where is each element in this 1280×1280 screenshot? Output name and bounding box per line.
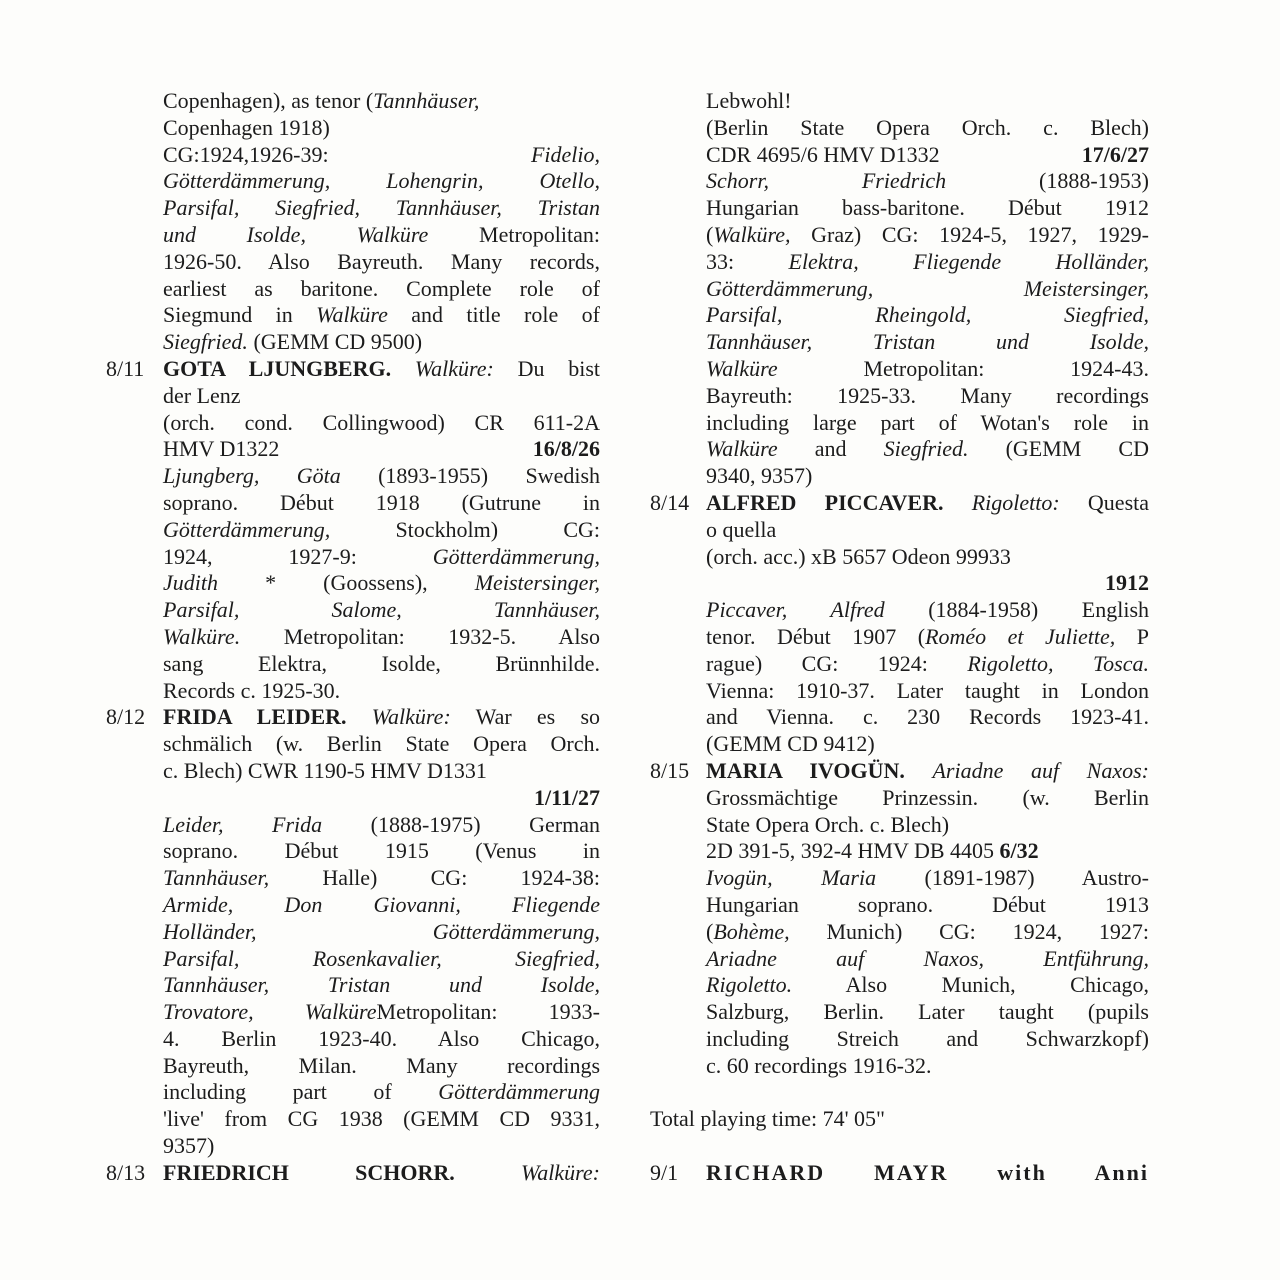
text-segment: Metropolitan: 1932-5. Also	[240, 623, 600, 649]
text-line	[0, 999, 640, 1026]
text-line	[640, 838, 1280, 865]
text-segment: (	[706, 221, 714, 247]
text-segment: Siegmund in	[163, 302, 317, 328]
text-segment: (orch. cond. Collingwood) CR 611-2A	[163, 409, 600, 435]
text-segment: and Vienna. c. 230 Records 1923-41.	[706, 704, 1149, 730]
text-line	[640, 383, 1280, 410]
line-text	[163, 329, 600, 356]
text-line	[640, 919, 1280, 946]
text-segment: Questa	[1059, 489, 1150, 515]
line-text	[706, 88, 1149, 115]
italic-text: Ivogün, Maria	[706, 865, 877, 891]
text-line	[640, 570, 1280, 597]
text-line	[640, 946, 1280, 973]
text-segment: Vienna: 1910-37. Later taught in London	[706, 677, 1149, 703]
text-line	[0, 570, 640, 597]
text-segment: 1924, 1927-9:	[163, 543, 433, 569]
italic-text: Rigoletto.	[706, 972, 793, 998]
italic-text: Walküre	[316, 302, 388, 328]
line-text	[163, 1053, 600, 1080]
italic-text: Tannhäuser, Tristan und Isolde,	[163, 972, 600, 998]
line-text	[163, 410, 600, 437]
text-segment: * (Goossens),	[218, 570, 475, 596]
text-segment: including part of	[163, 1079, 439, 1105]
text-segment: and	[777, 436, 884, 462]
line-text	[163, 463, 600, 490]
line-text	[163, 168, 600, 195]
italic-text: Walküre:	[371, 704, 451, 730]
line-text	[706, 812, 1149, 839]
text-segment: (	[706, 918, 714, 944]
line-text	[706, 1053, 1149, 1080]
line-text	[706, 731, 1149, 758]
line-text	[163, 570, 600, 597]
line-text	[163, 651, 600, 678]
italic-text: Götterdämmerung, Meistersinger,	[706, 275, 1149, 301]
line-text	[706, 999, 1149, 1026]
text-line	[0, 1079, 640, 1106]
text-segment: soprano. Début 1918 (Gutrune in	[163, 489, 600, 515]
text-line	[640, 597, 1280, 624]
line-text	[163, 865, 600, 892]
text-segment: tenor. Début 1907 (	[706, 623, 926, 649]
line-text	[163, 517, 600, 544]
text-line	[0, 972, 640, 999]
line-text	[163, 490, 600, 517]
italic-text: Walküre	[706, 355, 778, 381]
text-segment: 4. Berlin 1923-40. Also Chicago,	[163, 1025, 600, 1051]
text-line	[640, 624, 1280, 651]
text-segment: CDR 4695/6 HMV D1332	[706, 141, 940, 167]
line-text	[163, 115, 600, 142]
entry-heading-line	[0, 704, 640, 731]
text-segment: sang Elektra, Isolde, Brünnhilde.	[163, 650, 600, 676]
line-text	[163, 785, 600, 812]
italic-text: Ljungberg, Göta	[163, 463, 341, 489]
artist-name: MARIA IVOGÜN.	[706, 757, 905, 783]
text-line	[0, 142, 640, 169]
text-segment: 2D 391-5, 392-4 HMV DB 4405	[706, 838, 995, 864]
line-text	[163, 999, 600, 1026]
track-number: 8/11	[106, 355, 145, 381]
line-text	[706, 410, 1149, 437]
line-text	[706, 785, 1149, 812]
text-segment	[905, 758, 933, 783]
text-line	[640, 88, 1280, 115]
italic-text: Götterdämmerung	[438, 1079, 600, 1105]
text-segment: rague) CG: 1924:	[706, 650, 968, 676]
italic-text: Walküre	[706, 436, 778, 462]
artist-name: FRIDA LEIDER.	[163, 704, 347, 730]
italic-text: Rigoletto, Tosca.	[967, 650, 1149, 676]
text-line	[0, 731, 640, 758]
text-line	[0, 168, 640, 195]
text-line	[640, 731, 1280, 758]
text-segment: 1926-50. Also Bayreuth. Many records,	[163, 248, 600, 274]
text-line	[640, 436, 1280, 463]
italic-text: Walküre:	[414, 355, 494, 381]
text-line	[640, 1026, 1280, 1053]
italic-text: Parsifal, Rheingold, Siegfried,	[706, 302, 1149, 328]
recording-date: 16/8/26	[532, 436, 600, 462]
artist-name: ALFRED PICCAVER.	[706, 489, 944, 515]
text-segment: Munich) CG: 1924, 1927:	[789, 918, 1149, 944]
line-text	[163, 972, 600, 999]
line-text	[706, 195, 1149, 222]
artist-name: GOTA LJUNGBERG.	[163, 355, 392, 381]
text-segment: Du bist	[493, 355, 600, 381]
artist-name: RICHARD MAYR with Anni	[706, 1159, 1149, 1185]
line-text	[163, 812, 600, 839]
line-text	[163, 624, 600, 651]
line-text	[706, 1026, 1149, 1053]
text-line	[0, 651, 640, 678]
text-line	[0, 678, 640, 705]
text-segment: Lebwohl!	[706, 88, 792, 113]
text-segment: Salzburg, Berlin. Later taught (pupils	[706, 999, 1149, 1025]
text-line	[640, 249, 1280, 276]
line-text	[706, 624, 1149, 651]
text-segment: 33:	[706, 248, 789, 274]
text-line	[0, 88, 640, 115]
text-line	[0, 1106, 640, 1133]
italic-text: Piccaver, Alfred	[706, 597, 885, 623]
line-text	[163, 142, 600, 169]
entry-heading-line	[640, 490, 1280, 517]
track-number: 8/13	[106, 1159, 146, 1185]
text-segment: Bayreuth, Milan. Many recordings	[163, 1052, 600, 1078]
line-text	[706, 436, 1149, 463]
text-line	[0, 865, 640, 892]
text-line	[640, 865, 1280, 892]
text-line	[0, 222, 640, 249]
line-text	[706, 142, 1149, 169]
left-column	[0, 88, 640, 1187]
italic-text: Schorr, Friedrich	[706, 168, 947, 194]
text-line	[640, 302, 1280, 329]
italic-text: Ariadne auf Naxos:	[932, 757, 1149, 783]
line-text	[163, 1133, 600, 1160]
recording-date: 6/32	[994, 838, 1039, 864]
text-segment: Bayreuth: 1925-33. Many recordings	[706, 382, 1149, 408]
text-line	[0, 276, 640, 303]
artist-name: FRIEDRICH SCHORR.	[163, 1159, 455, 1185]
text-line	[640, 195, 1280, 222]
text-segment: 'live' from CG 1938 (GEMM CD 9331,	[163, 1106, 600, 1132]
text-line	[0, 490, 640, 517]
text-line	[640, 276, 1280, 303]
line-text	[163, 704, 600, 731]
text-segment: 9340, 9357)	[706, 463, 813, 489]
text-segment: (orch. acc.) xB 5657 Odeon 99933	[706, 543, 1011, 569]
text-line	[640, 222, 1280, 249]
text-segment: Grossmächtige Prinzessin. (w. Berlin	[706, 784, 1149, 810]
track-number: 8/12	[106, 704, 146, 730]
text-segment: Records c. 1925-30.	[163, 677, 341, 703]
line-text	[706, 892, 1149, 919]
line-text	[706, 276, 1149, 303]
text-segment: Metropolitan: 1924-43.	[777, 355, 1149, 381]
text-segment: (GEMM CD 9500)	[247, 329, 423, 355]
text-segment: (1891-1987) Austro-	[876, 865, 1150, 891]
line-text	[706, 865, 1149, 892]
spacer	[640, 1133, 1280, 1160]
text-line	[0, 624, 640, 651]
text-segment: Copenhagen 1918)	[163, 114, 330, 140]
text-segment: Hungarian bass-baritone. Début 1912	[706, 195, 1149, 221]
text-line	[0, 838, 640, 865]
italic-text: Elektra, Fliegende Holländer,	[788, 248, 1149, 274]
line-text	[706, 946, 1149, 973]
line-text	[163, 892, 600, 919]
text-line	[640, 1053, 1280, 1080]
line-text	[163, 1160, 600, 1187]
line-text	[706, 115, 1149, 142]
total-playing-time: Total playing time: 74' 05"	[650, 1106, 886, 1132]
text-line	[0, 758, 640, 785]
text-segment: Also Munich, Chicago,	[792, 972, 1149, 998]
text-segment	[347, 704, 372, 729]
text-segment: Metropolitan: 1933-	[376, 999, 600, 1025]
line-text	[163, 1079, 600, 1106]
line-text	[163, 276, 600, 303]
text-line	[640, 115, 1280, 142]
italic-text: Ariadne auf Naxos, Entführung,	[706, 945, 1149, 971]
line-text	[163, 838, 600, 865]
text-segment: Stockholm) CG:	[330, 516, 600, 542]
italic-text: Siegfried.	[883, 436, 969, 462]
italic-text: Parsifal, Siegfried, Tannhäuser, Tristan	[163, 195, 600, 221]
track-number: 8/15	[650, 757, 690, 783]
text-segment: (GEMM CD	[968, 436, 1149, 462]
text-line	[0, 329, 640, 356]
text-line	[0, 919, 640, 946]
line-text	[706, 651, 1149, 678]
spacer	[640, 1079, 1280, 1106]
text-segment: Copenhagen), as tenor (	[163, 88, 374, 113]
italic-text: Walküre,	[713, 221, 791, 247]
text-segment: and title role of	[387, 302, 600, 328]
text-segment: (GEMM CD 9412)	[706, 731, 875, 757]
italic-text: Siegfried.	[163, 329, 248, 355]
text-segment: including large part of Wotan's role in	[706, 409, 1149, 435]
line-text	[706, 302, 1149, 329]
track-number: 8/14	[650, 489, 690, 515]
line-text	[706, 490, 1149, 517]
line-text	[163, 758, 600, 785]
text-segment: c. Blech) CWR 1190-5 HMV D1331	[163, 757, 487, 783]
text-segment: War es so	[450, 704, 601, 730]
line-text	[706, 356, 1149, 383]
text-line	[640, 972, 1280, 999]
text-segment: Graz) CG: 1924-5, 1927, 1929-	[790, 221, 1149, 247]
line-text	[163, 919, 600, 946]
line-text	[163, 356, 600, 383]
italic-text: Leider, Frida	[163, 811, 323, 837]
text-line	[640, 704, 1280, 731]
text-segment: including Streich and Schwarzkopf)	[706, 1025, 1149, 1051]
line-text	[706, 919, 1149, 946]
text-segment: Hungarian soprano. Début 1913	[706, 891, 1149, 917]
text-line	[0, 1026, 640, 1053]
line-text	[163, 222, 600, 249]
text-segment: Halle) CG: 1924-38:	[269, 865, 600, 891]
line-text	[706, 249, 1149, 276]
text-line	[640, 168, 1280, 195]
text-segment: HMV D1322	[163, 436, 280, 462]
line-text	[706, 972, 1149, 999]
text-line	[640, 410, 1280, 437]
italic-text: Armide, Don Giovanni, Fliegende	[163, 891, 600, 917]
italic-text: Judith	[163, 570, 218, 596]
text-line	[640, 999, 1280, 1026]
text-line	[640, 356, 1280, 383]
right-column	[640, 88, 1280, 1187]
line-text	[163, 946, 600, 973]
line-text	[706, 544, 1149, 571]
italic-text: Tannhäuser, Tristan und Isolde,	[706, 329, 1149, 355]
entry-heading-line	[0, 1160, 640, 1187]
line-text	[163, 544, 600, 571]
recording-date: 1/11/27	[533, 784, 600, 810]
text-line	[0, 517, 640, 544]
text-line	[0, 302, 640, 329]
text-segment: earliest as baritone. Complete role of	[163, 275, 600, 301]
line-text	[163, 436, 600, 463]
text-line	[0, 544, 640, 571]
text-line	[0, 195, 640, 222]
text-line	[0, 1133, 640, 1160]
italic-text: Parsifal, Salome, Tannhäuser,	[163, 597, 600, 623]
line-text	[706, 758, 1149, 785]
text-segment: (1884-1958) English	[884, 597, 1149, 623]
italic-text: Rigoletto:	[971, 489, 1060, 515]
italic-text: Götterdämmerung, Lohengrin, Otello,	[163, 168, 600, 194]
text-segment: (1888-1975) German	[322, 811, 600, 837]
line-text	[163, 195, 600, 222]
italic-text: Tannhäuser,	[373, 88, 480, 113]
recording-date: 1912	[1105, 570, 1149, 596]
text-line	[0, 597, 640, 624]
line-text	[706, 463, 1149, 490]
text-line	[0, 946, 640, 973]
line-text	[163, 383, 600, 410]
line-text	[706, 597, 1149, 624]
text-line	[0, 1053, 640, 1080]
text-segment: 9357)	[163, 1133, 215, 1159]
text-segment: State Opera Orch. c. Blech)	[706, 811, 950, 837]
text-line	[640, 544, 1280, 571]
italic-text: Fidelio,	[530, 141, 600, 167]
text-segment: der Lenz	[163, 382, 241, 408]
italic-text: Holländer, Götterdämmerung,	[163, 918, 600, 944]
italic-text: Parsifal, Rosenkavalier, Siegfried,	[163, 945, 600, 971]
italic-text: Walküre:	[520, 1159, 600, 1185]
text-segment: (Berlin State Opera Orch. c. Blech)	[706, 114, 1149, 140]
italic-text: Walküre.	[163, 623, 241, 649]
italic-text: Meistersinger,	[474, 570, 600, 596]
text-segment: c. 60 recordings 1916-32.	[706, 1052, 932, 1078]
italic-text: Trovatore, Walküre	[163, 999, 377, 1025]
text-line	[640, 517, 1280, 544]
line-text	[706, 570, 1149, 597]
text-line	[640, 678, 1280, 705]
text-line	[0, 249, 640, 276]
italic-text: Tannhäuser,	[163, 865, 270, 891]
italic-text: Götterdämmerung,	[432, 543, 600, 569]
text-segment: Metropolitan:	[428, 221, 600, 247]
recording-date: 17/6/27	[1081, 141, 1149, 167]
text-line	[640, 142, 1280, 169]
italic-text: Bohème,	[713, 918, 790, 944]
text-line	[640, 463, 1280, 490]
text-segment: (1893-1955) Swedish	[340, 463, 601, 489]
text-segment: CG:1924,1926-39:	[163, 141, 531, 167]
line-text	[163, 302, 600, 329]
text-line	[640, 812, 1280, 839]
text-line	[0, 383, 640, 410]
line-text	[706, 383, 1149, 410]
entry-heading-line	[640, 1160, 1280, 1187]
text-line	[0, 436, 640, 463]
text-line	[0, 892, 640, 919]
text-segment: (1888-1953)	[946, 168, 1149, 194]
text-line	[0, 812, 640, 839]
text-segment	[943, 490, 971, 515]
text-line	[640, 329, 1280, 356]
text-segment	[455, 1160, 521, 1185]
line-text	[706, 704, 1149, 731]
text-segment: o quella	[706, 516, 777, 542]
line-text	[163, 249, 600, 276]
text-segment	[391, 356, 415, 381]
text-line	[0, 115, 640, 142]
line-text	[706, 838, 1149, 865]
line-text	[163, 678, 600, 705]
text-segment: schmälich (w. Berlin State Opera Orch.	[163, 731, 600, 757]
text-line	[640, 892, 1280, 919]
line-text	[706, 168, 1149, 195]
text-line	[640, 785, 1280, 812]
text-line	[0, 463, 640, 490]
line-text	[706, 329, 1149, 356]
track-number: 9/1	[650, 1159, 679, 1185]
text-segment: P	[1115, 623, 1149, 649]
text-line	[640, 651, 1280, 678]
line-text	[706, 222, 1149, 249]
entry-heading-line	[640, 758, 1280, 785]
line-text	[163, 731, 600, 758]
italic-text: und Isolde, Walküre	[163, 221, 429, 247]
text-segment: soprano. Début 1915 (Venus in	[163, 838, 600, 864]
entry-heading-line	[0, 356, 640, 383]
line-text	[706, 678, 1149, 705]
line-text	[163, 597, 600, 624]
italic-text: Götterdämmerung,	[163, 516, 331, 542]
line-text	[163, 1106, 600, 1133]
text-line	[0, 785, 640, 812]
line-text	[163, 1026, 600, 1053]
text-line	[0, 410, 640, 437]
line-text	[706, 517, 1149, 544]
line-text	[163, 88, 600, 115]
italic-text: Roméo et Juliette,	[925, 623, 1116, 649]
